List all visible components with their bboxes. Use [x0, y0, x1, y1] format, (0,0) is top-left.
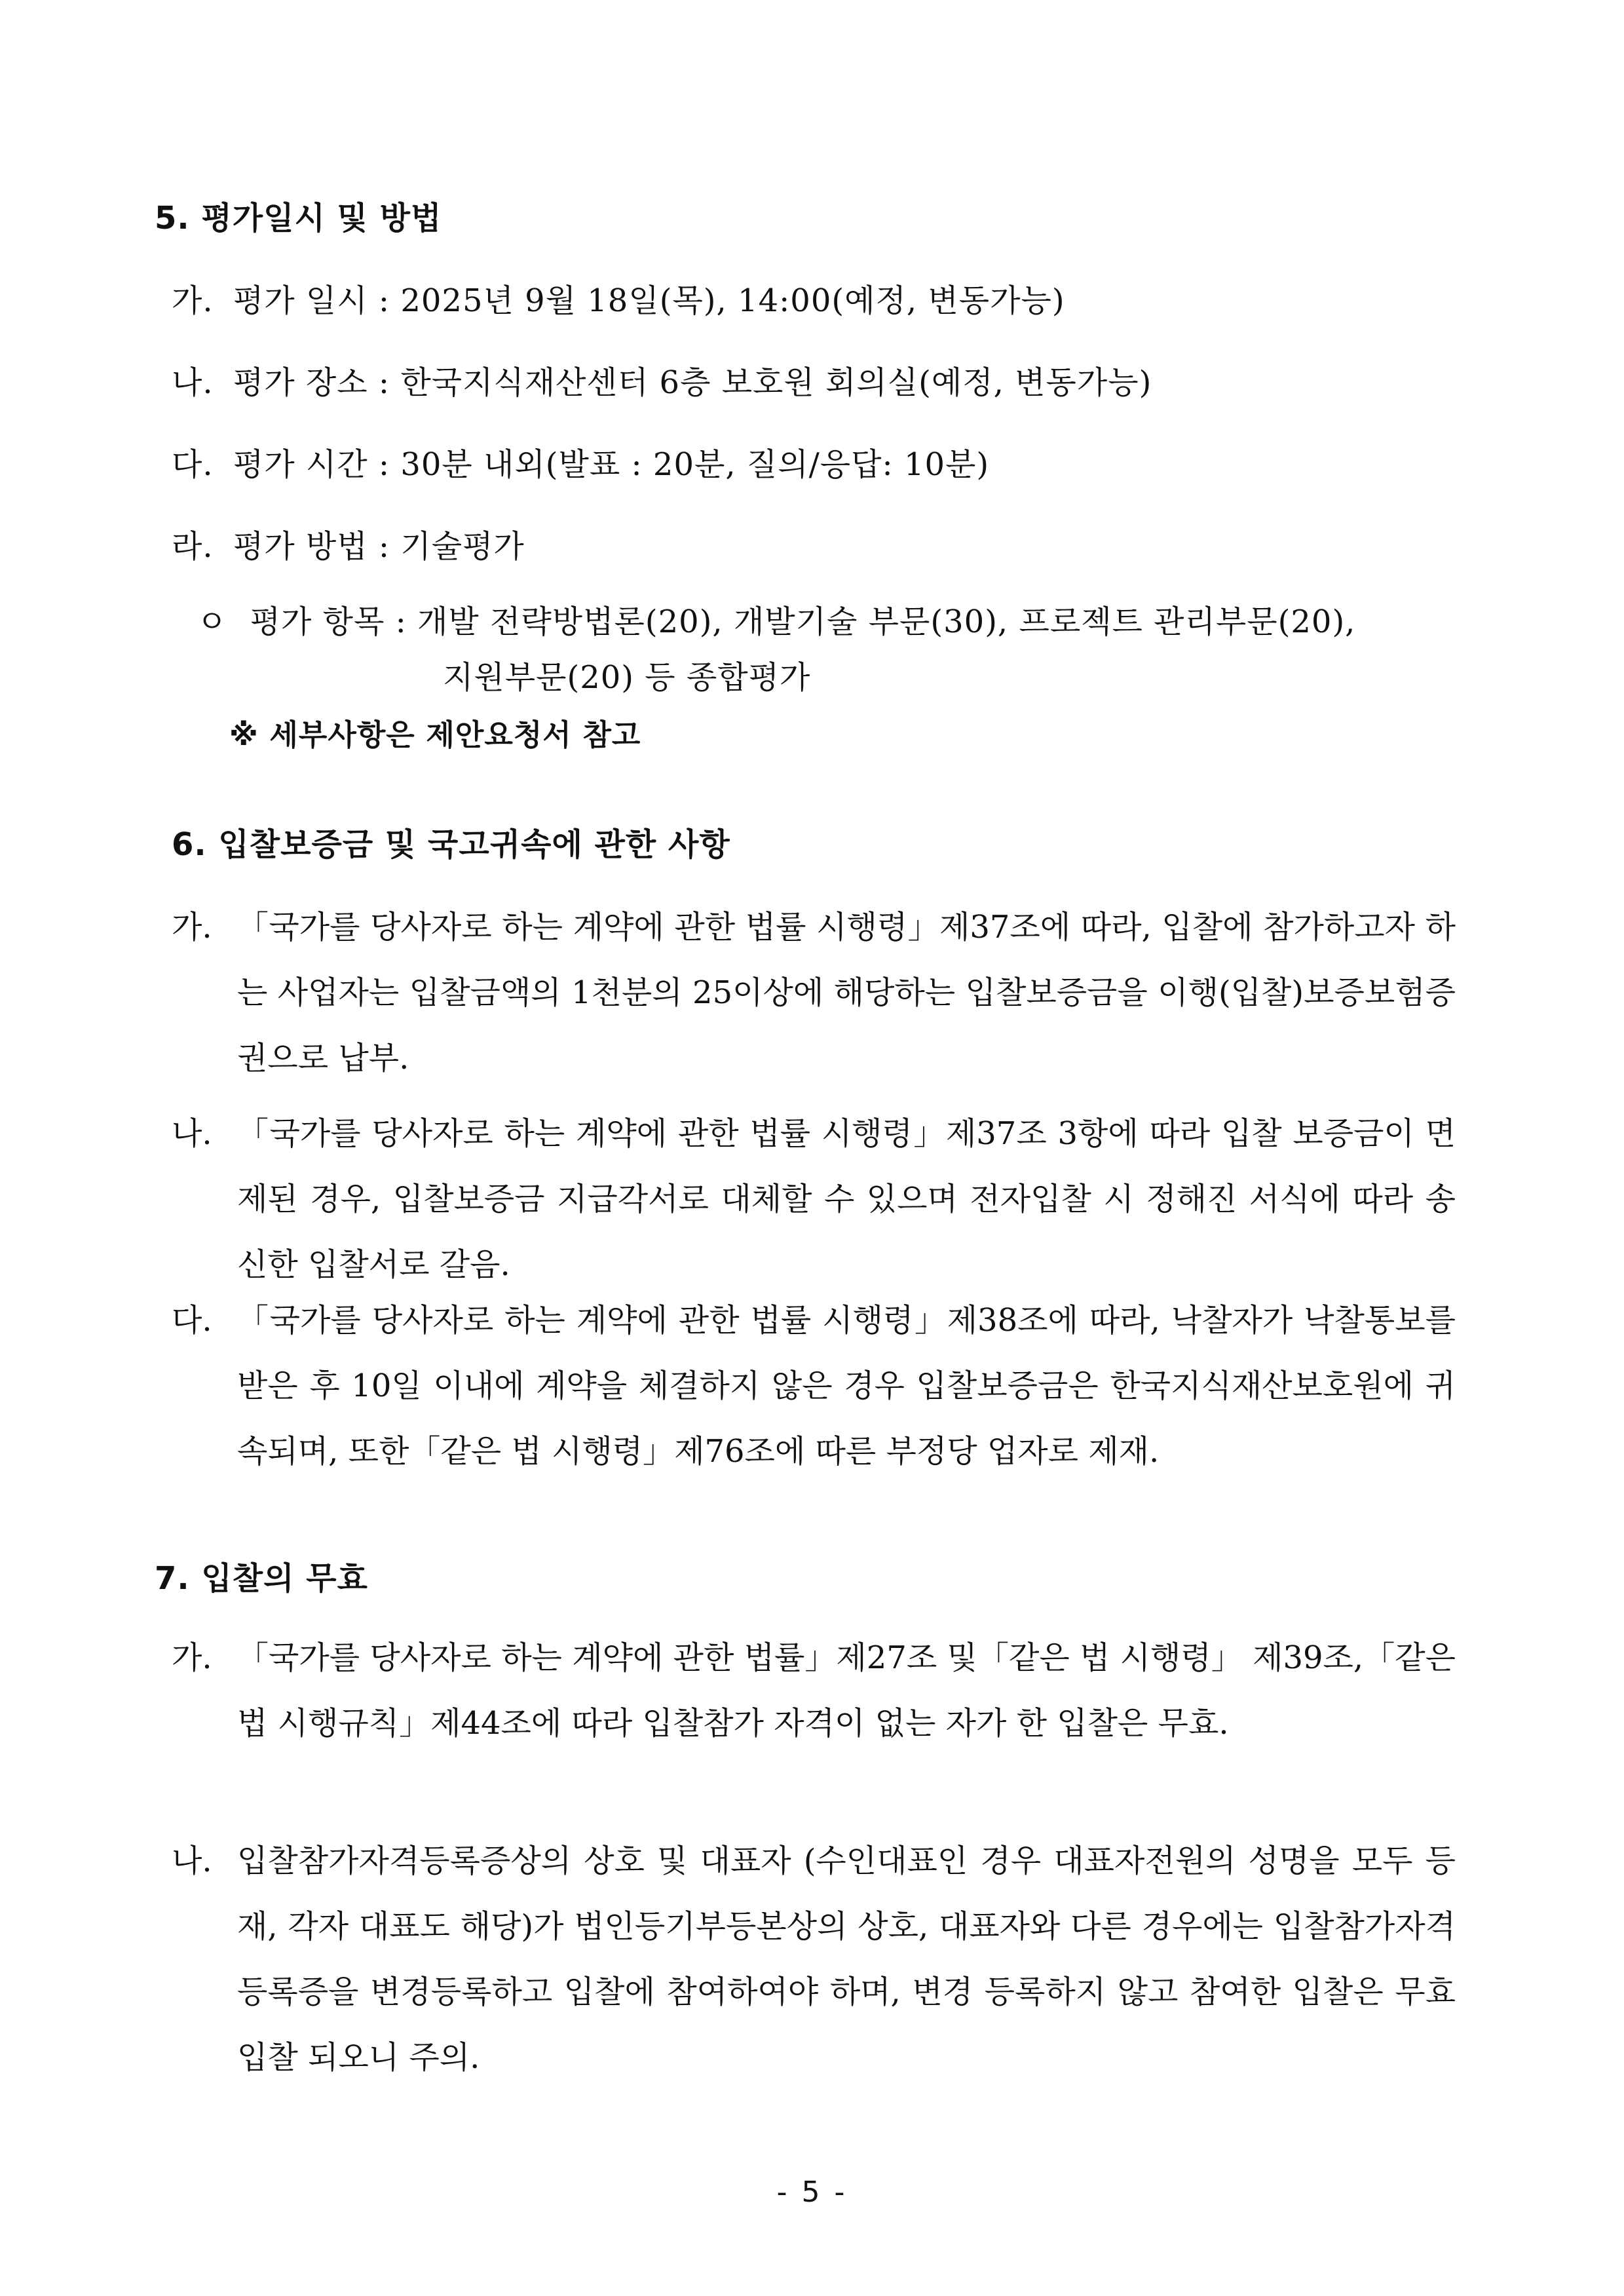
bullet-marker: ㅇ	[197, 603, 228, 640]
item-text: 평가 방법 : 기술평가	[233, 528, 525, 565]
item-text: 입찰참가자격등록증상의 상호 및 대표자 (수인대표인 경우 대표자전원의 성명을 모두 등재, 각자 대표도 해당)가 법인등기부등본상의 상호, 대표자와 다른 경우에는 입찰참가자격등록증을 변경등록하고 입찰에 참여하여야 하며, 변경 등록하지 않고 참여한 입찰은 무효입찰 되오니 주의.	[237, 1843, 1456, 2076]
item-marker: 가.	[172, 282, 214, 319]
item-text: 평가 시간 : 30분 내외(발표 : 20분, 질의/응답: 10분)	[233, 446, 990, 483]
item-marker: 가.	[172, 1639, 212, 1676]
item-marker: 나.	[172, 1115, 212, 1152]
section-5-item-ga	[172, 275, 1065, 320]
section-5-item-ra	[172, 521, 525, 566]
section-5-heading: 5. 평가일시 및 방법	[155, 200, 442, 237]
item-marker: 나.	[172, 364, 214, 401]
section-7-item-ga	[172, 1625, 1456, 1756]
bullet-text-line-1: 평가 항목 : 개발 전략방법론(20), 개발기술 부문(30), 프로젝트 관리부문(20),	[250, 603, 1356, 640]
item-marker: 라.	[172, 528, 214, 565]
item-marker: 가.	[172, 909, 212, 946]
section-7-heading: 7. 입찰의 무효	[155, 1560, 368, 1597]
page-number: - 5 -	[776, 2175, 848, 2209]
reference-note: ※ 세부사항은 제안요청서 참고	[229, 718, 641, 752]
item-text: 「국가를 당사자로 하는 계약에 관한 법률」제27조 및「같은 법 시행령」 제39조,「같은 법 시행규칙」제44조에 따라 입찰참가 자격이 없는 자가 한 입찰은 무효.	[237, 1639, 1456, 1742]
section-7-item-na	[172, 1828, 1456, 2090]
section-5-item-da	[172, 439, 989, 484]
evaluation-items-bullet	[197, 596, 1355, 641]
item-text: 평가 장소 : 한국지식재산센터 6층 보호원 회의실(예정, 변동가능)	[233, 364, 1152, 401]
section-6-heading: 6. 입찰보증금 및 국고귀속에 관한 사항	[172, 826, 730, 863]
bullet-text-line-2: 지원부문(20) 등 종합평가	[443, 659, 811, 696]
item-marker: 다.	[172, 1302, 212, 1339]
item-marker: 나.	[172, 1843, 212, 1879]
item-text: 「국가를 당사자로 하는 계약에 관한 법률 시행령」제37조에 따라, 입찰에 참가하고자 하는 사업자는 입찰금액의 1천분의 25이상에 해당하는 입찰보증금을 이행(입찰)보증보험증권으로 납부.	[237, 909, 1456, 1077]
item-marker: 다.	[172, 446, 214, 483]
section-5-item-na	[172, 357, 1152, 402]
section-6-item-na	[172, 1101, 1456, 1297]
item-text: 「국가를 당사자로 하는 계약에 관한 법률 시행령」제37조 3항에 따라 입찰 보증금이 면제된 경우, 입찰보증금 지급각서로 대체할 수 있으며 전자입찰 시 정해진 서식에 따라 송신한 입찰서로 갈음.	[237, 1115, 1456, 1283]
section-6-item-da	[172, 1288, 1456, 1484]
section-6-item-ga	[172, 894, 1456, 1091]
item-text: 「국가를 당사자로 하는 계약에 관한 법률 시행령」제38조에 따라, 낙찰자가 낙찰통보를 받은 후 10일 이내에 계약을 체결하지 않은 경우 입찰보증금은 한국지식재산보호원에 귀속되며, 또한「같은 법 시행령」제76조에 따른 부정당 업자로 제재.	[237, 1302, 1456, 1470]
item-text: 평가 일시 : 2025년 9월 18일(목), 14:00(예정, 변동가능)	[233, 282, 1065, 319]
